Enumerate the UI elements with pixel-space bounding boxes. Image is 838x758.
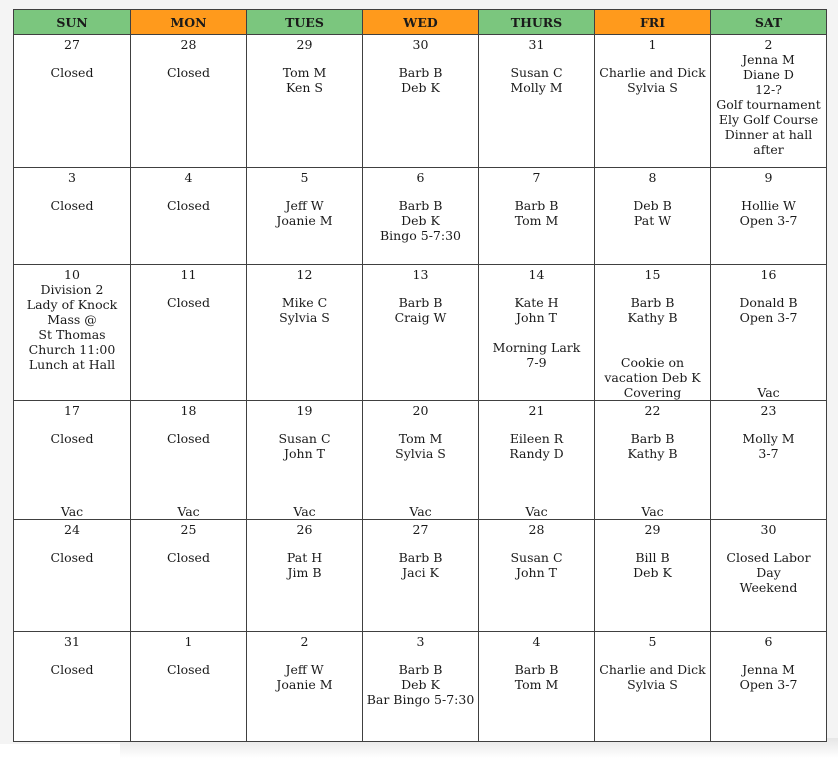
day-cell xyxy=(131,35,247,168)
day-number: 22 xyxy=(644,403,661,418)
day-number: 29 xyxy=(296,37,313,52)
week-row xyxy=(14,168,827,265)
day-number: 2 xyxy=(300,634,309,649)
day-cell xyxy=(711,520,827,632)
day-number: 12 xyxy=(296,267,313,282)
calendar-body xyxy=(14,35,827,742)
day-cell xyxy=(711,168,827,265)
week-row xyxy=(14,35,827,168)
day-events: Closed xyxy=(167,431,210,446)
day-number: 28 xyxy=(528,522,545,537)
day-number: 30 xyxy=(412,37,429,52)
day-number: 25 xyxy=(180,522,197,537)
day-cell xyxy=(14,520,131,632)
day-events: Closed Labor Day Weekend xyxy=(726,550,811,595)
day-events: Charlie and Dick Sylvia S xyxy=(599,662,706,692)
day-number: 23 xyxy=(760,403,777,418)
day-number: 7 xyxy=(532,170,541,185)
day-cell xyxy=(131,520,247,632)
day-number: 24 xyxy=(64,522,80,537)
day-footnote: Vac xyxy=(60,504,84,519)
day-number: 3 xyxy=(68,170,76,185)
day-cell xyxy=(711,632,827,742)
day-number: 29 xyxy=(644,522,661,537)
day-cell xyxy=(363,401,479,520)
day-events: Division 2 Lady of Knock Mass @ St Thomas Church 11:00 Lunch at Hall xyxy=(26,282,118,372)
day-cell xyxy=(595,168,711,265)
day-cell xyxy=(14,401,131,520)
day-number: 8 xyxy=(648,170,657,185)
day-number: 19 xyxy=(296,403,313,418)
day-events: Barb B Craig W xyxy=(394,295,447,325)
day-events: Closed xyxy=(50,550,94,565)
week-row xyxy=(14,401,827,520)
day-number: 3 xyxy=(416,634,425,649)
day-cell xyxy=(247,265,363,401)
day-events: Barb B Deb K xyxy=(398,65,443,95)
day-cell xyxy=(247,168,363,265)
day-cell xyxy=(479,35,595,168)
day-events: Tom M Sylvia S xyxy=(395,431,446,461)
day-events: Charlie and Dick Sylvia S xyxy=(599,65,706,95)
day-events: Jenna M Diane D 12-? Golf tournament Ely Golf Course Dinner at hall after xyxy=(716,52,821,157)
day-cell xyxy=(247,35,363,168)
day-cell xyxy=(479,265,595,401)
day-cell xyxy=(131,168,247,265)
day-cell xyxy=(363,265,479,401)
calendar-table xyxy=(13,9,827,742)
day-number: 27 xyxy=(64,37,80,52)
day-number: 18 xyxy=(180,403,197,418)
day-cell xyxy=(14,632,131,742)
day-number: 1 xyxy=(184,634,193,649)
day-events: Susan C John T xyxy=(510,550,563,580)
day-events: Susan C Molly M xyxy=(510,65,563,95)
day-cell xyxy=(363,35,479,168)
day-events: Barb B Kathy B xyxy=(627,431,678,461)
day-number: 6 xyxy=(764,634,773,649)
day-events: Closed xyxy=(167,662,210,677)
day-number: 11 xyxy=(180,267,197,282)
day-events: Hollie W Open 3-7 xyxy=(739,198,798,228)
day-number: 2 xyxy=(764,37,773,52)
day-number: 21 xyxy=(528,403,545,418)
day-footnote: Vac xyxy=(525,504,548,519)
day-cell xyxy=(363,168,479,265)
day-events: Barb B Deb K Bar Bingo 5-7:30 xyxy=(366,662,475,707)
day-events: Closed xyxy=(50,662,94,677)
day-number: 31 xyxy=(64,634,80,649)
day-cell xyxy=(711,35,827,168)
week-row xyxy=(14,520,827,632)
weekday-header-row xyxy=(14,10,827,35)
day-number: 4 xyxy=(184,170,193,185)
day-cell xyxy=(595,265,711,401)
day-events: Molly M 3-7 xyxy=(742,431,795,461)
day-events: Jeff W Joanie M xyxy=(276,662,333,692)
day-number: 1 xyxy=(648,37,657,52)
week-row xyxy=(14,632,827,742)
day-cell xyxy=(131,632,247,742)
weekday-header-sun: SUN xyxy=(14,10,131,35)
day-events: Donald B Open 3-7 xyxy=(739,295,798,325)
day-events: Kate H John T Morning Lark 7-9 xyxy=(492,295,581,370)
day-cell xyxy=(595,401,711,520)
day-cell xyxy=(595,520,711,632)
day-number: 30 xyxy=(760,522,777,537)
day-cell xyxy=(711,265,827,401)
day-number: 9 xyxy=(764,170,773,185)
day-cell xyxy=(479,632,595,742)
day-events: Tom M Ken S xyxy=(282,65,327,95)
day-number: 31 xyxy=(528,37,545,52)
week-row xyxy=(14,265,827,401)
day-events: Closed xyxy=(167,198,210,213)
day-number: 10 xyxy=(64,267,80,282)
day-events: Barb B Tom M xyxy=(514,198,559,228)
day-number: 16 xyxy=(760,267,777,282)
weekday-header-fri: FRI xyxy=(595,10,711,35)
day-cell xyxy=(247,401,363,520)
day-cell xyxy=(131,401,247,520)
day-events: Jeff W Joanie M xyxy=(276,198,333,228)
day-cell xyxy=(479,168,595,265)
day-events: Closed xyxy=(50,198,94,213)
weekday-header-thurs: THURS xyxy=(479,10,595,35)
day-events: Barb B Deb K Bingo 5-7:30 xyxy=(380,198,461,243)
day-number: 15 xyxy=(644,267,661,282)
day-events: Closed xyxy=(167,65,210,80)
day-footnote: Vac xyxy=(293,504,316,519)
day-cell xyxy=(247,632,363,742)
day-events: Susan C John T xyxy=(278,431,331,461)
day-cell xyxy=(14,35,131,168)
day-cell xyxy=(363,632,479,742)
day-number: 20 xyxy=(412,403,429,418)
day-events: Closed xyxy=(50,65,94,80)
day-cell xyxy=(363,520,479,632)
day-footnote: Vac xyxy=(641,504,664,519)
day-number: 13 xyxy=(412,267,429,282)
weekday-header-mon: MON xyxy=(131,10,247,35)
day-events: Pat H Jim B xyxy=(286,550,323,580)
day-number: 26 xyxy=(296,522,313,537)
day-events: Barb B Kathy B Cookie on vacation Deb K Covering xyxy=(604,295,701,400)
day-cell xyxy=(14,168,131,265)
day-number: 27 xyxy=(412,522,429,537)
weekday-header-wed: WED xyxy=(363,10,479,35)
day-cell xyxy=(14,265,131,401)
day-cell xyxy=(479,520,595,632)
day-number: 5 xyxy=(300,170,309,185)
day-number: 5 xyxy=(648,634,657,649)
day-events: Closed xyxy=(167,295,210,310)
day-number: 4 xyxy=(532,634,541,649)
day-events: Closed xyxy=(50,431,94,446)
day-cell xyxy=(595,35,711,168)
day-events: Barb B Jaci K xyxy=(398,550,443,580)
day-number: 28 xyxy=(180,37,197,52)
day-footnote: Vac xyxy=(177,504,200,519)
day-events: Eileen R Randy D xyxy=(509,431,564,461)
day-events: Mike C Sylvia S xyxy=(279,295,330,325)
day-events: Deb B Pat W xyxy=(633,198,672,228)
day-cell xyxy=(595,632,711,742)
weekday-header-sat: SAT xyxy=(711,10,827,35)
day-cell xyxy=(479,401,595,520)
day-footnote: Vac xyxy=(409,504,432,519)
day-events: Barb B Tom M xyxy=(514,662,559,692)
day-number: 14 xyxy=(528,267,545,282)
day-events: Closed xyxy=(167,550,210,565)
day-cell xyxy=(131,265,247,401)
day-number: 17 xyxy=(64,403,80,418)
day-events: Bill B Deb K xyxy=(633,550,672,580)
day-number: 6 xyxy=(416,170,425,185)
day-cell xyxy=(711,401,827,520)
day-footnote: Vac xyxy=(757,385,780,400)
day-cell xyxy=(247,520,363,632)
day-events: Jenna M Open 3-7 xyxy=(739,662,798,692)
weekday-header-tues: TUES xyxy=(247,10,363,35)
